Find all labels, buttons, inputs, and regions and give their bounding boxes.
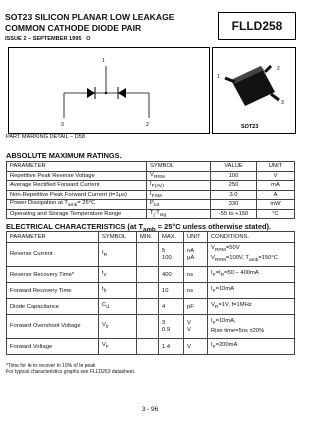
value-cell: -55 to +150 — [211, 209, 257, 219]
part-number-box — [218, 12, 296, 40]
table-header-row — [7, 232, 295, 243]
footnote-2: For typical characteristics graphs see FLLD263 datasheet. — [6, 369, 136, 375]
param-cell: Reverse Current — [7, 243, 99, 267]
unit-cell: V — [257, 171, 295, 181]
package-label: SOT23 — [241, 124, 259, 130]
cond-cell: $I_F=10mA$ — [208, 283, 295, 299]
max-cell: 3 0.9 — [159, 315, 184, 339]
cond-cell: $I_F=10mA$, Rise time=5ns ±20% — [208, 315, 295, 339]
table-row — [7, 200, 295, 210]
param-cell: Repetitive Peak Reverse Voltage — [7, 171, 147, 181]
min-cell — [137, 243, 159, 267]
datasheet-title — [5, 12, 215, 34]
value-cell: 3.0 — [211, 190, 257, 200]
diode-pair-schematic — [9, 48, 209, 133]
symbol-cell: $P_{tot}$ — [147, 200, 211, 210]
title-line-1: SOT23 SILICON PLANAR LOW LEAKAGE — [5, 12, 175, 22]
symbol-cell: $t_{rr}$ — [99, 267, 137, 283]
cond-cell: $V_R=1V$, f=1MHz — [208, 299, 295, 315]
electrical-table — [6, 231, 295, 355]
part-number: FLLD258 — [231, 19, 283, 33]
col-header: PARAMETER — [7, 232, 99, 243]
cond-cell: $I_F=200mA$ — [208, 339, 295, 355]
unit-cell: ns — [184, 267, 208, 283]
part-marking-detail: PART MARKING DETAIL – D58 — [6, 134, 85, 140]
symbol-cell: $C_d$ — [99, 299, 137, 315]
unit-cell: mW — [257, 200, 295, 210]
pin-label-1: 1 — [102, 58, 105, 64]
param-cell: Non-Repetitive Peak Forward Current (t=1μs) — [7, 190, 147, 200]
value-cell: 330 — [211, 200, 257, 210]
unit-cell: °C — [257, 209, 295, 219]
unit-cell: V — [184, 339, 208, 355]
param-cell: Reverse Recovery Time* — [7, 267, 99, 283]
pkg-pin-3: 3 — [281, 100, 284, 106]
value-cell: 250 — [211, 181, 257, 191]
electrical-heading: ELECTRICAL CHARACTERISTICS (at $T_{amb} = 25^\circ C$ unless otherwise stated). — [6, 222, 271, 234]
table-row — [7, 171, 295, 181]
pin-label-2: 2 — [146, 122, 149, 128]
table-header-row — [7, 162, 295, 172]
cond-cell: $I_F=I_R=50 - 400mA$ — [208, 267, 295, 283]
right-diode-icon — [118, 88, 126, 98]
param-cell: Diode Capacitance — [7, 299, 99, 315]
title-line-2: COMMON CATHODE DIODE PAIR — [5, 23, 142, 33]
issue-text: ISSUE 2 – SEPTEMBER 1995 — [5, 36, 82, 42]
pin-label-3: 3 — [61, 122, 64, 128]
symbol-cell: $V_{fr}$ — [99, 315, 137, 339]
abs-max-heading: ABSOLUTE MAXIMUM RATINGS. — [6, 151, 122, 160]
table-row — [7, 209, 295, 219]
col-header: UNIT — [184, 232, 208, 243]
unit-cell: mA — [257, 181, 295, 191]
symbol-cell: $V_{RRM}$ — [147, 171, 211, 181]
col-header: CONDITIONS. — [208, 232, 295, 243]
cond-cell: $V_{RRM}=50V$ $V_{RRM}=100V$, $T_{amb}=150^\circ C$ — [208, 243, 295, 267]
unit-cell: V V — [184, 315, 208, 339]
max-cell: 4 — [159, 299, 184, 315]
symbol-cell: $I_R$ — [99, 243, 137, 267]
max-cell: 5 100 — [159, 243, 184, 267]
symbol-cell: $I_{FSM}$ — [147, 190, 211, 200]
symbol-cell: $V_F$ — [99, 339, 137, 355]
circuit-diagram — [8, 47, 210, 134]
min-cell — [137, 315, 159, 339]
col-header: PARAMETER — [7, 162, 147, 172]
param-cell: Average Rectified Forward Current — [7, 181, 147, 191]
col-header: MAX. — [159, 232, 184, 243]
max-cell: 1.4 — [159, 339, 184, 355]
table-row — [7, 339, 295, 355]
col-header: MIN. — [137, 232, 159, 243]
symbol-cell: $t_{fr}$ — [99, 283, 137, 299]
unit-cell: pF — [184, 299, 208, 315]
param-cell: Forward Overshoot Voltage — [7, 315, 99, 339]
symbol-cell: $I_{F(AV)}$ — [147, 181, 211, 191]
param-cell: Power Dissipation at $T_{amb}= 25^\circ C$ — [7, 200, 147, 210]
table-row — [7, 190, 295, 200]
left-diode-icon — [87, 88, 95, 98]
col-header: VALUE — [211, 162, 257, 172]
value-cell: 100 — [211, 171, 257, 181]
issue-line — [5, 36, 91, 42]
table-row — [7, 181, 295, 191]
table-row — [7, 299, 295, 315]
max-cell: 400 — [159, 267, 184, 283]
unit-cell: ns — [184, 283, 208, 299]
unit-cell: A — [257, 190, 295, 200]
unit-cell: nA μA — [184, 243, 208, 267]
min-cell — [137, 267, 159, 283]
package-drawing — [212, 47, 296, 134]
pkg-pin-2: 2 — [277, 66, 280, 72]
sot23-package-icon — [213, 48, 295, 133]
col-header: SYMBOL — [99, 232, 137, 243]
param-cell: Forward Recovery Time — [7, 283, 99, 299]
min-cell — [137, 283, 159, 299]
table-row — [7, 243, 295, 267]
param-cell: Forward Voltage — [7, 339, 99, 355]
symbol-cell: $T_j:T_{stg}$ — [147, 209, 211, 219]
col-header: SYMBOL — [147, 162, 211, 172]
param-cell: Operating and Storage Temperature Range — [7, 209, 147, 219]
table-row — [7, 283, 295, 299]
pkg-pin-1: 1 — [217, 74, 220, 80]
table-row — [7, 315, 295, 339]
footnote-1: *Time for Iʀ to recover to 10% of Iʀ peak — [6, 363, 96, 369]
min-cell — [137, 339, 159, 355]
min-cell — [137, 299, 159, 315]
max-cell: 10 — [159, 283, 184, 299]
table-row — [7, 267, 295, 283]
col-header: UNIT — [257, 162, 295, 172]
footnotes — [6, 363, 135, 375]
abs-max-table — [6, 161, 295, 219]
issue-mark: O — [86, 36, 91, 42]
page-number: 3 - 96 — [141, 406, 159, 413]
